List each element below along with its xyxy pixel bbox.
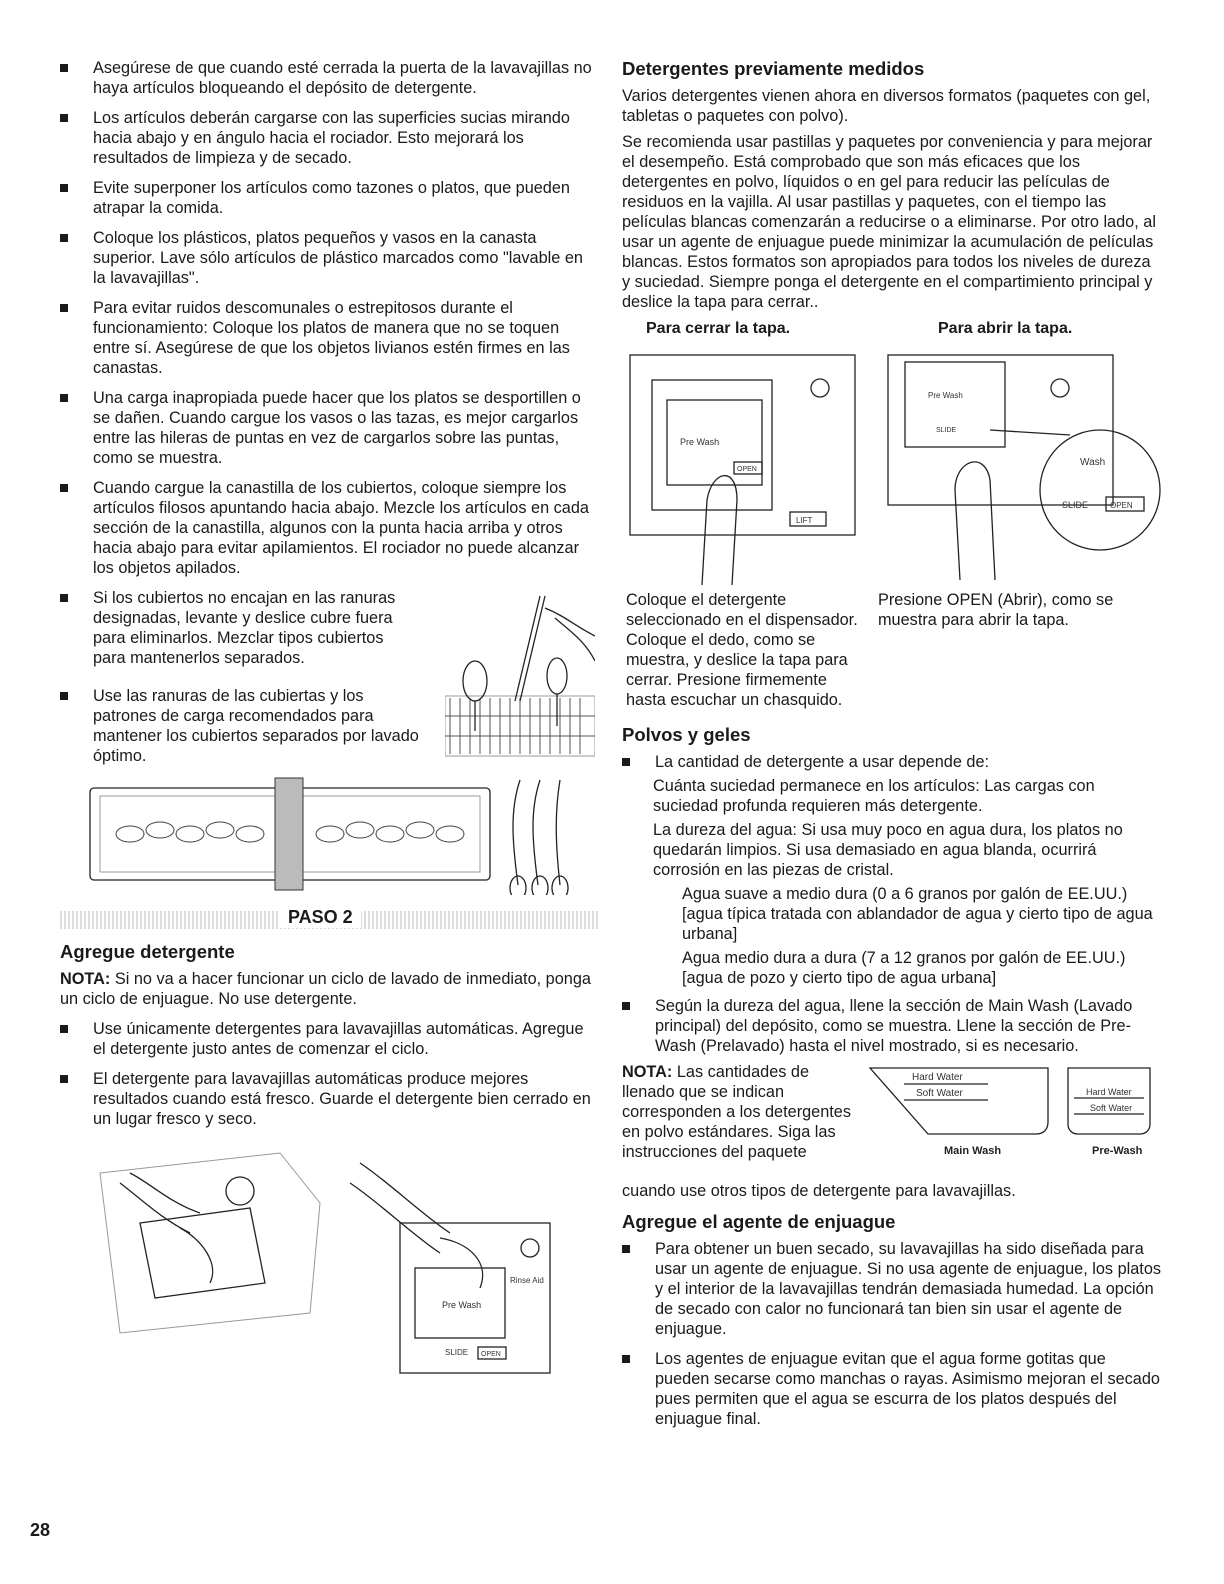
list-item: Los artículos deberán cargarse con las superficies sucias mirando hacia abajo y en ángulo hacia el rociador. Esto mejorará los resultados de limpieza y de secado. — [60, 108, 600, 168]
slide-label: SLIDE — [445, 1348, 469, 1357]
paragraph: La dureza del agua: Si usa muy poco en agua dura, los platos no quedarán limpios. Si usa demasiado en agua blanda, ocurrirá corrosión en las piezas de cristal. — [653, 821, 1123, 879]
add-detergent-illustration — [60, 1143, 600, 1393]
open-label: OPEN — [737, 466, 757, 473]
lid-figures — [622, 320, 1162, 590]
list-item: Para evitar ruidos descomunales o estrepitosos durante el funcionamiento: Coloque los platos de manera que no se toquen entre sí. Asegúrese de que los objetos livianos estén firmes en las canastas. — [60, 298, 600, 378]
soft-water-label: Soft Water — [916, 1088, 963, 1099]
list-item: Para obtener un buen secado, su lavavajillas ha sido diseñada para usar un agente de enjuague. Si no usa agente de enjuague, los platos y el interior de la lavavajillas tendrán demasiada humedad. La opción de secado con calor no funcionará tan bien sin usar el agente de enjuague. — [622, 1239, 1162, 1339]
open-label: OPEN — [481, 1351, 501, 1358]
fill-level-diagram — [868, 1062, 1158, 1162]
list-item: Una carga inapropiada puede hacer que los platos se desportillen o se dañen. Cuando cargue los vasos o las tazas, es mejor cargarlos entre las hileras de puntas en vez de cargarlos sobre las puntas, como se muestra. — [60, 388, 600, 468]
pre-wash-label: Pre Wash — [928, 391, 963, 400]
section-heading: Detergentes previamente medidos — [622, 58, 925, 79]
fill-list — [622, 996, 1162, 1056]
slide-label: SLIDE — [936, 427, 957, 434]
note-text: Si no va a hacer funcionar un ciclo de lavado de inmediato, ponga un ciclo de enjuague. No use detergente. — [60, 970, 591, 1008]
note-label: NOTA: — [60, 970, 111, 988]
list-item: Evite superponer los artículos como tazones o platos, que pueden atrapar la comida. — [60, 178, 600, 218]
slide-label: SLIDE — [1062, 500, 1089, 510]
close-lid-title: Para cerrar la tapa. — [646, 320, 791, 337]
section-heading: Agregue detergente — [60, 941, 235, 962]
close-lid-illustration — [622, 350, 862, 585]
list-item: Los agentes de enjuague evitan que el agua forme gotitas que pueden secarse como manchas o rayas. Asimismo mejoran el secado pues permiten que el agua se escurra de los platos después del enjuague final. — [622, 1349, 1162, 1429]
paragraph: [agua de pozo y cierto tipo de agua urbana] — [682, 969, 997, 987]
section-heading: Agregue el agente de enjuague — [622, 1211, 896, 1232]
lift-label: LIFT — [796, 516, 813, 525]
list-item: Asegúrese de que cuando esté cerrada la puerta de la lavavajillas no haya artículos bloqueando el depósito de detergente. — [60, 58, 600, 98]
hard-water-label: Hard Water — [912, 1072, 963, 1083]
rinse-aid-label: Rinse Aid — [510, 1276, 544, 1285]
wash-label: Wash — [1080, 457, 1106, 468]
list-item: Si los cubiertos no encajan en las ranuras designadas, levante y deslice cubre fuera para eliminarlos. Mezclar tipos cubiertos para mantenerlos separados. — [60, 588, 420, 668]
soft-water-label: Soft Water — [1090, 1103, 1133, 1113]
note-text: Las cantidades de llenado que se indican corresponden a los detergentes en polvo estándares. Siga las instrucciones del paquete — [622, 1063, 851, 1161]
page-number: 28 — [30, 1520, 51, 1540]
paragraph: Agua suave a medio dura (0 a 6 granos por galón de EE.UU.) — [682, 885, 1128, 903]
detergent-tips-list — [60, 1019, 600, 1129]
paragraph: Cuánta suciedad permanece en los artículos: Las cargas con suciedad profunda requieren más detergente. — [653, 777, 1095, 815]
open-lid-title: Para abrir la tapa. — [938, 320, 1073, 337]
cutlery-section — [60, 588, 600, 765]
pre-wash-label: Pre Wash — [442, 1300, 482, 1310]
open-label: OPEN — [1110, 501, 1133, 510]
step-banner — [60, 901, 600, 941]
rinse-agent-list — [622, 1239, 1162, 1429]
cutlery-tips-list — [60, 588, 420, 766]
silverware-basket-illustration — [60, 770, 600, 895]
list-item: El detergente para lavavajillas automáticas produce mejores resultados cuando está fresco. Guarde el detergente bien cerrado en un lugar fresco y seco. — [60, 1069, 600, 1129]
list-item: Según la dureza del agua, llene la sección de Main Wash (Lavado principal) del depósito, como se muestra. Llene la sección de Pre-Wash (Prelavado) hasta el nivel mostrado, si es necesario. — [622, 996, 1162, 1056]
right-column — [622, 58, 1162, 1439]
list-item — [622, 752, 1162, 772]
paragraph: Agua medio dura a dura (7 a 12 granos por galón de EE.UU.) — [682, 949, 1126, 967]
paragraph: [agua típica tratada con ablandador de agua y cierto tipo de agua urbana] — [682, 905, 1153, 943]
list-item-text: La cantidad de detergente a usar depende de: — [655, 753, 990, 771]
close-lid-caption: Coloque el detergente seleccionado en el dispensador. Coloque el dedo, como se muestra, y deslice la tapa para cerrar. Presione firmemente hasta escuchar un chasquido. — [626, 591, 858, 709]
paragraph: Se recomienda usar pastillas y paquetes por conveniencia y para mejorar el desempeño. Está comprobado que son más eficaces que los detergentes en polvo, líquidos o en gel para reducir las películas de residuos en la vajilla. Al usar pastillas y paquetes, con el tiempo las películas blancas comenzarán a reducirse o a eliminarse. Por otro lado, al usar un agente de enjuague puede minimizar la acumulación de películas blancas. Estos formatos son apropiados para todos los niveles de dureza y suciedad. Siempre ponga el detergente en el compartimiento principal y deslice la tapa para cerrar.. — [622, 133, 1156, 311]
hard-water-label: Hard Water — [1086, 1087, 1132, 1097]
step-label: PASO 2 — [280, 907, 361, 928]
cutlery-basket-illustration — [445, 586, 595, 761]
section-heading: Polvos y geles — [622, 724, 751, 745]
note-label: NOTA: — [622, 1063, 673, 1081]
open-lid-caption: Presione OPEN (Abrir), como se muestra para abrir la tapa. — [878, 591, 1114, 629]
open-lid-illustration — [880, 350, 1162, 585]
pre-wash-label: Pre Wash — [680, 437, 720, 447]
loading-tips-list — [60, 58, 600, 578]
paragraph: cuando use otros tipos de detergente para lavavajillas. — [622, 1182, 1016, 1200]
note-paragraph — [60, 969, 600, 1009]
dispenser-note — [622, 1062, 1162, 1187]
powder-gel-list — [622, 752, 1162, 772]
left-column — [60, 58, 600, 1393]
main-wash-label: Main Wash — [944, 1145, 1002, 1157]
list-item: Cuando cargue la canastilla de los cubiertos, coloque siempre los artículos filosos apuntando hacia abajo. Mezcle los artículos en cada sección de la canastilla, algunos con la punta hacia arriba y otros hacia abajo para evitar apilamientos. El rociador no puede alcanzar los objetos apilados. — [60, 478, 600, 578]
pre-wash-label: Pre-Wash — [1092, 1145, 1143, 1157]
list-item: Use únicamente detergentes para lavavajillas automáticas. Agregue el detergente justo antes de comenzar el ciclo. — [60, 1019, 600, 1059]
note-paragraph — [622, 1062, 854, 1162]
lid-captions — [622, 590, 1162, 724]
list-item: Coloque los plásticos, platos pequeños y vasos en la canasta superior. Lave sólo artículos de plástico marcados como "lavable en la lavavajillas". — [60, 228, 600, 288]
list-item: Use las ranuras de las cubiertas y los patrones de carga recomendados para mantener los cubiertos separados por lavado óptimo. — [60, 686, 420, 766]
paragraph: Varios detergentes vienen ahora en diversos formatos (paquetes con gel, tabletas o paquetes con polvo). — [622, 87, 1151, 125]
